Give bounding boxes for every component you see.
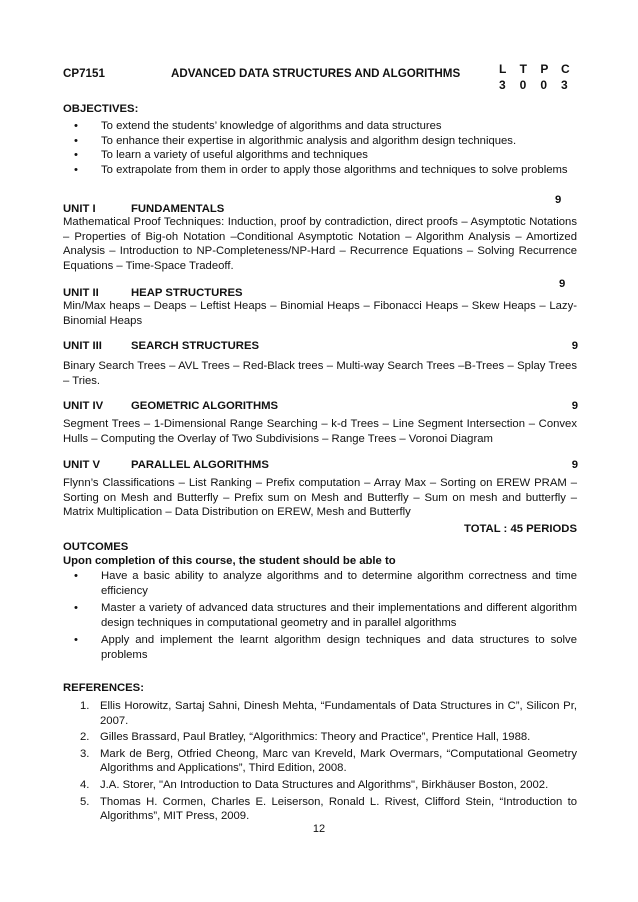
list-item: • To extrapolate from them in order to apply those algorithms and techniques to solve problems [74,163,568,176]
list-item: 3. Mark de Berg, Otfried Cheong, Marc van Kreveld, Mark Overmars, “Computational Geometry Algorithms and Applications”, Third Edition, 2008. [80,747,577,775]
references-list [63,699,577,824]
ltpc-label-t: T [519,62,527,76]
ltpc-value-t: 0 [519,78,527,92]
unit-4-hours: 9 [571,400,578,412]
unit-3-title: SEARCH STRUCTURES [131,340,260,352]
ltpc-label-l: L [499,62,507,76]
unit-3-hours: 9 [571,340,578,352]
ltpc-value-l: 3 [499,78,506,92]
bullet-icon: • [74,120,78,132]
list-item: • Master a variety of advanced data structures and their implementations and different algorithm design techniques in computational geometry and in parallel algorithms [74,602,577,629]
objectives-heading: OBJECTIVES: [63,103,139,115]
ltpc-value-c: 3 [560,78,568,92]
ltpc-label-p: P [540,62,549,76]
unit-5-title: PARALLEL ALGORITHMS [131,459,269,471]
total-periods: TOTAL : 45 PERIODS [464,523,577,535]
ltpc-labels [499,61,581,77]
unit-4-title: GEOMETRIC ALGORITHMS [131,400,279,412]
course-code: CP7151 [63,67,105,80]
unit-1-title: FUNDAMENTALS [131,203,225,215]
unit-4-label: UNIT IV [63,400,104,412]
unit-5-hours: 9 [571,459,578,471]
list-item: 1. Ellis Horowitz, Sartaj Sahni, Dinesh Mehta, “Fundamentals of Data Structures in C”, Silicon Pr, 2007. [80,700,577,727]
unit-1-content: Mathematical Proof Techniques: Induction, proof by contradiction, direct proofs – Asymptotic Notations – Properties of Big-oh Notation –Conditional Asymptotic Notation – Algorithm Analysis – Amortized Analysis – Introduction to NP-Completeness/NP-Hard – Recurrence Equations – Solving Recurrence Equations – Time-Space Tradeoff. [63,216,577,272]
unit-3-label: UNIT III [63,340,102,352]
unit-5-label: UNIT V [63,459,101,471]
outcomes-intro: Upon completion of this course, the student should be able to [63,555,396,567]
list-item: • Apply and implement the learnt algorithm design techniques and data structures to solve problems [74,634,577,661]
unit-2-hours: 9 [559,278,566,290]
unit-3-heading [63,339,578,354]
references-heading: REFERENCES: [63,682,144,694]
unit-2-content: Min/Max heaps – Deaps – Leftist Heaps – Binomial Heaps – Fibonacci Heaps – Skew Heaps – Lazy-Binomial Heaps [63,300,577,327]
unit-4-content: Segment Trees – 1-Dimensional Range Searching – k-d Trees – Line Segment Intersection – Convex Hulls – Computing the Overlay of Two Subdivisions – Range Trees – Voronoi Diagram [63,418,577,445]
outcomes-heading: OUTCOMES [63,541,129,553]
course-title: ADVANCED DATA STRUCTURES AND ALGORITHMS [171,67,461,80]
unit-3-content: Binary Search Trees – AVL Trees – Red-Black trees – Multi-way Search Trees –B-Trees – Splay Trees – Tries. [63,360,577,387]
bullet-icon: • [74,634,78,647]
unit-5-heading [63,458,578,473]
bullet-icon: • [74,149,78,162]
bullet-icon: • [74,570,78,582]
objectives-list [63,119,577,177]
list-item: 2. Gilles Brassard, Paul Bratley, “Algorithmics: Theory and Practice”, Prentice Hall, 1988. [80,731,531,744]
list-item: 5. Thomas H. Cormen, Charles E. Leiserson, Ronald L. Rivest, Clifford Stein, “Introduction to Algorithms”, MIT Press, 2009. [80,795,577,823]
unit-4-heading [63,399,578,414]
list-item: • To learn a variety of useful algorithms and techniques [74,149,368,162]
unit-1-label: UNIT I [63,203,96,215]
outcomes-list [63,569,577,663]
unit-5-content: Flynn’s Classifications – List Ranking – Prefix computation – Array Max – Sorting on EREW PRAM – Sorting on Mesh and Butterfly – Prefix sum on Mesh and Butterfly – Sum on mesh and butterfly – Matrix Multiplication – Data Distribution on EREW, Mesh and Butterfly [63,477,577,519]
ltpc-table [499,61,581,93]
list-item: 4. J.A. Storer, "An Introduction to Data Structures and Algorithms", Birkhäuser Boston, 2002. [80,778,549,791]
bullet-icon: • [74,602,78,615]
ltpc-values [499,77,581,93]
page-number: 12 [312,823,326,835]
bullet-icon: • [74,134,78,147]
list-item: • Have a basic ability to analyze algorithms and to determine algorithm correctness and time efficiency [74,570,577,597]
list-item: • To extend the students’ knowledge of algorithms and data structures [74,120,442,132]
ltpc-label-c: C [560,62,570,76]
unit-2-title: HEAP STRUCTURES [131,287,243,299]
bullet-icon: • [74,163,78,176]
unit-2-label: UNIT II [63,287,99,299]
ltpc-value-p: 0 [540,78,547,92]
unit-1-hours: 9 [555,194,562,206]
list-item: • To enhance their expertise in algorithmic analysis and algorithm design techniques. [74,134,517,147]
